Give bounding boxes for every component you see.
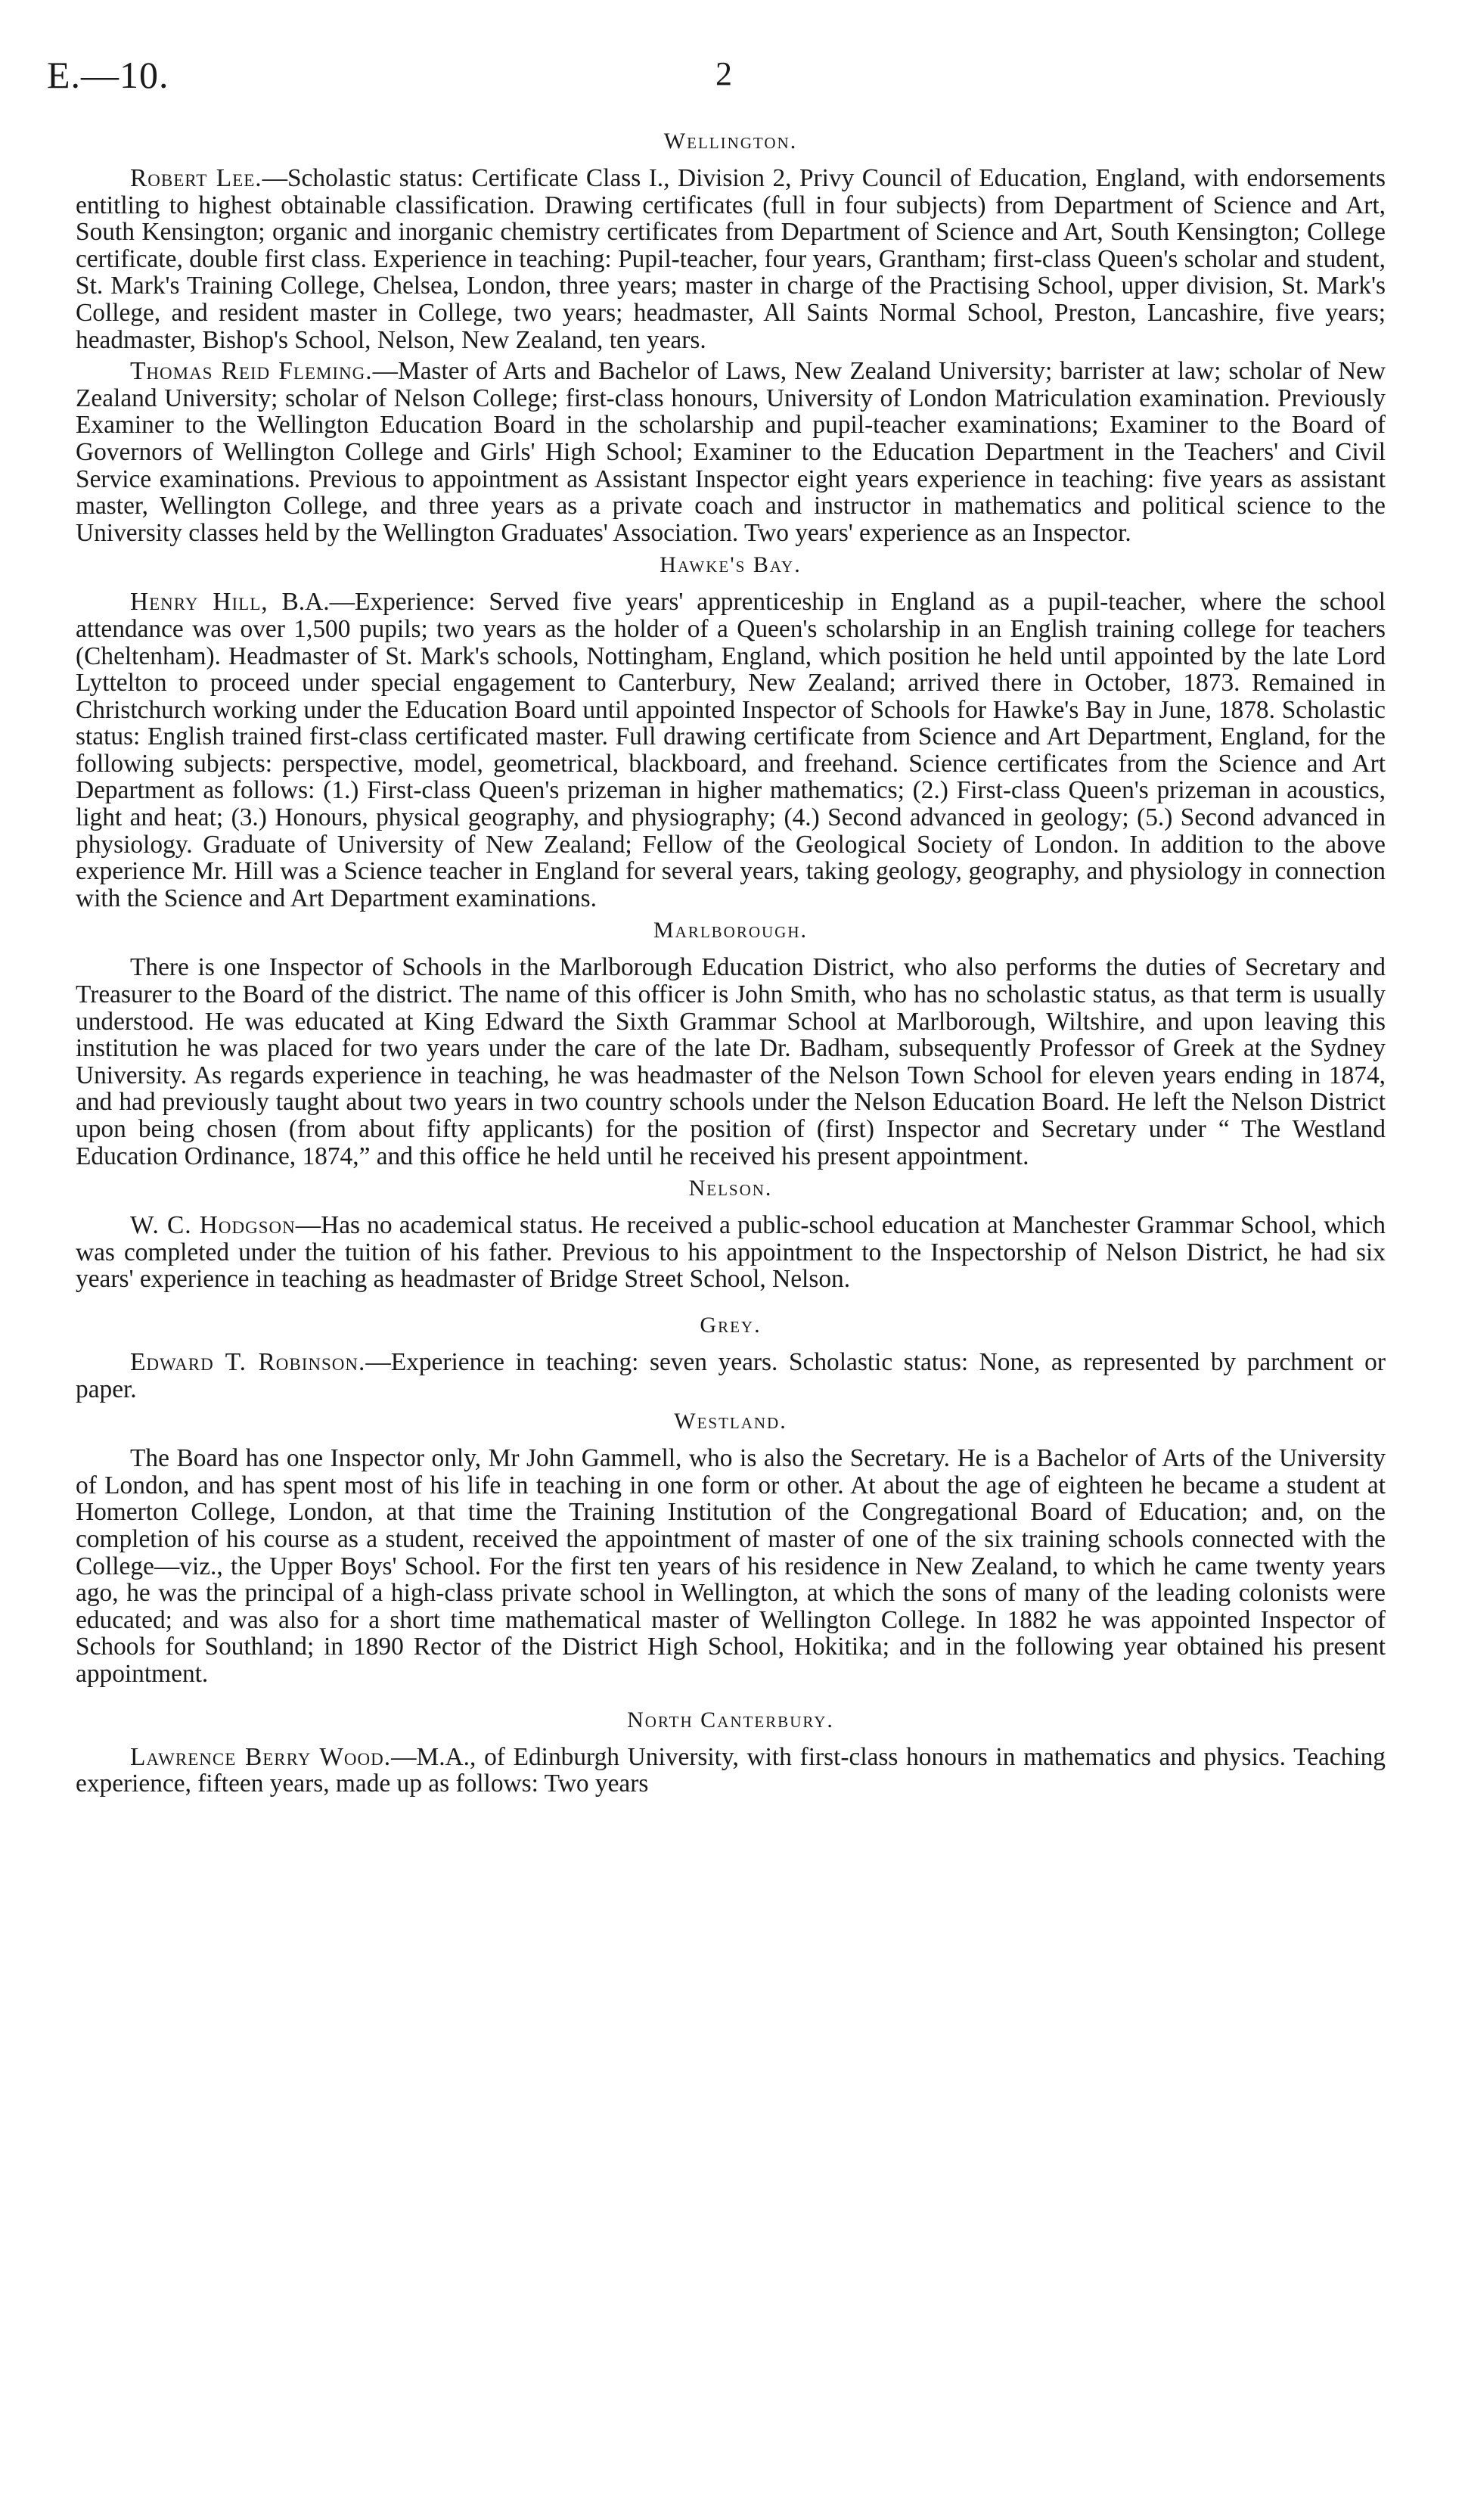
section-heading-grey: Grey. [700,1312,762,1338]
paragraph-text: —M.A., of Edinburgh University, with first-class honours in mathematics and physics. Teaching experience, fifteen years, made up as follows: Two years [76,1742,1386,1798]
document-reference: E.—10. [47,54,169,96]
person-name: Thomas Reid Fleming. [130,357,373,386]
paragraph-lawrence-berry-wood [76,1744,1386,1798]
section-heading-westland: Westland. [674,1409,787,1434]
person-name: Henry Hill, [130,588,268,617]
person-name: W. C. Hodgson [130,1211,296,1240]
paragraph-text: —Scholastic status: Certificate Class I., Division 2, Privy Council of Education, England, with endorsements entitling to highest obtainable classification. Drawing certificates (full in four subjects) from Department of Science and Art, South Kensington; organic and inorganic chemistry certificates from Department of Science and Art, South Kensington; College certificate, double first class. Experience in teaching: Pupil-teacher, four years, Grantham; first-class Queen's scholar and student, St. Mark's Training College, Chelsea, London, three years; master in charge of the Practising School, upper division, St. Mark's College, and resident master in College, two years; headmaster, All Saints Normal School, Preston, Lancashire, five years; headmaster, Bishop's School, Nelson, New Zealand, ten years. [76,164,1386,354]
spacer [76,1297,1386,1311]
person-name: Robert Lee. [130,164,262,192]
paragraph-text: The Board has one Inspector only, Mr John Gammell, who is also the Secretary. He is a Bachelor of Arts of the University of London, and has spent most of his life in teaching in one form or other. At about the age of eighteen he became a student at Homerton College, London, at that time the Training Institution of the Congregational Board of Education; and, on the completion of his course as a student, received the appointment of master of one of the six training schools connected with the College—viz., the Upper Boys' School. For the first ten years of his residence in New Zealand, to which he came twenty years ago, he was the principal of a high-class private school in Wellington, at which the sons of many of the leading colonists were educated; and was also for a short time mathematical master of Wellington College. In 1882 he was appointed Inspector of Schools for Southland; in 1890 Rector of the District High School, Hokitika; and in the following year obtained his present appointment. [76,1444,1386,1688]
spacer [76,1692,1386,1706]
paragraph-text: —Has no academical status. He received a public-school education at Manchester Grammar School, which was completed under the tuition of his father. Previous to his appointment to the Inspectorship of Nelson District, he had six years' experience in teaching as headmaster of Bridge Street School, Nelson. [76,1211,1386,1294]
person-name: Lawrence Berry Wood. [130,1742,392,1771]
paragraph-text: There is one Inspector of Schools in the Marlborough Education District, who also performs the duties of Secretary and Treasurer to the Board of the district. The name of this officer is John Smith, who has no scholastic status, as that term is usually understood. He was educated at King Edward the Sixth Grammar School at Marlborough, Wiltshire, and upon leaving this institution he was placed for two years under the care of the late Dr. Badham, subsequently Professor of Greek at the Sydney University. As regards experience in teaching, he was headmaster of the Nelson Town School for eleven years ending in 1874, and had previously taught about two years in two country schools under the Nelson Education Board. He left the Nelson District upon being chosen (from about fifty applicants) for the position of (first) Inspector and Secretary under “ The Westland Education Ordinance, 1874,” and this office he held until he received his present appointment. [76,953,1386,1170]
paragraph-henry-hill [76,589,1386,912]
paragraph-edward-t-robinson [76,1349,1386,1403]
paragraph-text: B.A.—Experience: Served five years' apprenticeship in England as a pupil-teacher, where the school attendance was over 1,500 pupils; two years as the holder of a Queen's scholarship in an English training college for teachers (Cheltenham). Headmaster of St. Mark's schools, Nottingham, England, which position he held until appointed by the late Lord Lyttelton to proceed under special engagement to Canterbury, New Zealand; arrived there in October, 1873. Remained in Christchurch working under the Education Board until appointed Inspector of Schools for Hawke's Bay in June, 1878. Scholastic status: English trained first-class certificated master. Full drawing certificate from Science and Art Department, England, for the following subjects: perspective, model, geometrical, blackboard, and freehand. Science certificates from the Science and Art Department as follows: (1.) First-class Queen's prizeman in higher mathematics; (2.) First-class Queen's prizeman in acoustics, light and heat; (3.) Honours, physical geography, and physiography; (4.) Second advanced in geology; (5.) Second advanced in physiology. Graduate of University of New Zealand; Fellow of the Geological Society of London. In addition to the above experience Mr. Hill was a Science teacher in England for several years, taking geology, geography, and physiology in connection with the Science and Art Department examinations. [76,588,1386,912]
paragraph-john-gammell [76,1445,1386,1687]
section-heading-nelson: Nelson. [688,1176,773,1201]
paragraph-text: —Master of Arts and Bachelor of Laws, New Zealand University; barrister at law; scholar of New Zealand University; scholar of Nelson College; first-class honours, University of London Matriculation examination. Previously Examiner to the Wellington Education Board in the scholarship and pupil-teacher examinations; Examiner to the Board of Governors of Wellington College and Girls' High School; Examiner to the Education Department in the Teachers' and Civil Service examinations. Previous to appointment as Assistant Inspector eight years experience in teaching: five years as assistant master, Wellington College, and three years as a private coach and instructor in mathematics and political science to the University classes held by the Wellington Graduates' Association. Two years' experience as an Inspector. [76,357,1386,547]
page-number: 2 [715,55,732,92]
paragraph-w-c-hodgson [76,1212,1386,1293]
paragraph-thomas-reid-fleming [76,358,1386,546]
section-heading-marlborough: Marlborough. [653,918,809,943]
paragraph-robert-lee [76,165,1386,353]
person-name: Edward T. Robinson. [130,1347,366,1376]
document-body [76,127,1386,1802]
paragraph-text: —Experience in teaching: seven years. Scholastic status: None, as represented by parchment or paper. [76,1347,1386,1403]
section-heading-hawkes-bay: Hawke's Bay. [660,552,802,578]
section-heading-north-canterbury: North Canterbury. [627,1707,834,1732]
section-heading-wellington: Wellington. [663,129,798,154]
paragraph-marlborough-inspector [76,954,1386,1170]
